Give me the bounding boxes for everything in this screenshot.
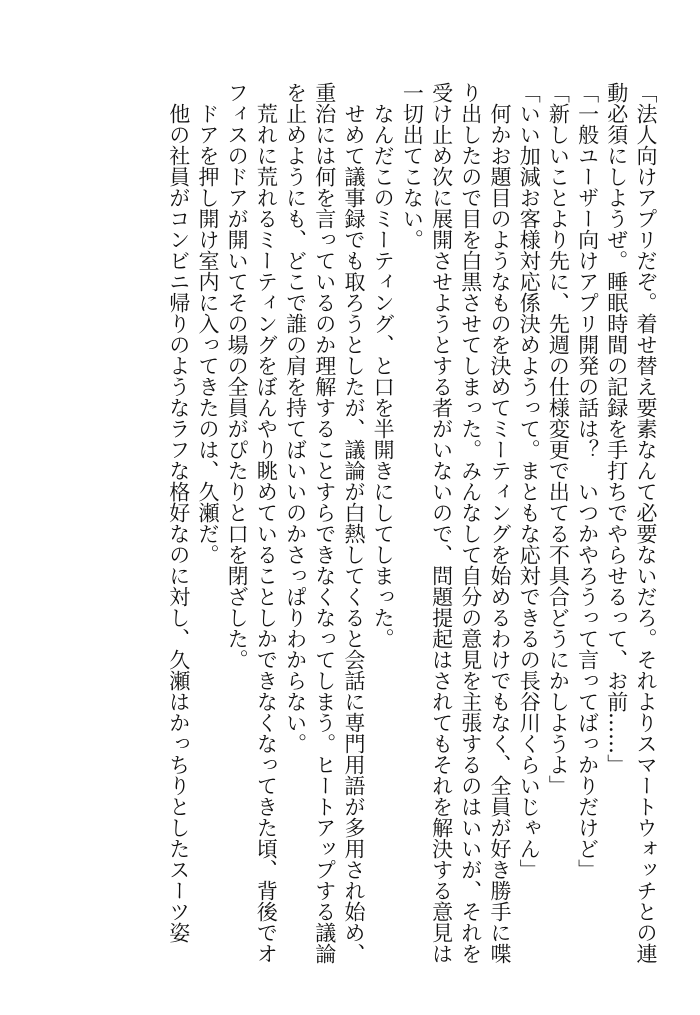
text-line: 動必須にしようぜ。睡眠時間の記録を手打ちでやらせるって、お前……」 — [604, 82, 629, 775]
text-line: 重治には何を言っているのか理解することすらできなくなってしまう。ヒートアップする議論 — [312, 82, 337, 964]
text-line: 「一般ユーザー向けアプリ開発の話は？ いつかやろうって言ってばっかりだけど」 — [575, 82, 600, 880]
text-line: せめて議事録でも取ろうとしたが、議論が白熱してくると会話に専門用語が多用され始め、 — [341, 82, 366, 964]
text-line: 「いい加減お客様対応係決めようって。まともな応対できるの長谷川くらいじゃん」 — [517, 82, 542, 880]
text-line: り出したので目を白黒させてしまった。みんなして自分の意見を主張するのはいいが、それを — [458, 82, 483, 964]
text-line: 他の社員がコンビニ帰りのようなラフな格好なのに対し、久瀬はかっちりとしたスーツ姿 — [166, 82, 191, 943]
text-line: 「新しいことより先に、先週の仕様変更で出てる不具合どうにかしようよ」 — [546, 82, 571, 796]
text-line: 「法人向けアプリだぞ。着せ替え要素なんて必要ないだろ。それよりスマートウォッチとの連 — [634, 82, 658, 964]
text-line: 受け止め次に展開させようとする者がいないので、問題提起はされてもそれを解決する意見は — [429, 82, 454, 964]
vertical-text-body — [164, 82, 660, 962]
text-line: 荒れに荒れるミーティングをぼんやり眺めていることしかできなくなってきた頃、背後でオ — [254, 82, 279, 964]
text-line: なんだこのミーティング、と口を半開きにしてしまった。 — [371, 82, 396, 649]
text-line: ドアを押し開け室内に入ってきたのは、久瀬だ。 — [195, 82, 220, 565]
text-line: フィスのドアが開いてその場の全員がぴたりと口を閉ざした。 — [225, 82, 250, 670]
text-line: を止めようにも、どこで誰の肩を持てばいいのかさっぱりわからない。 — [283, 82, 308, 754]
text-line: 一切出てこない。 — [400, 82, 425, 250]
text-line: 何かお題目のようなものを決めてミーティングを始めるわけでもなく、全員が好き勝手に喋 — [487, 82, 512, 964]
